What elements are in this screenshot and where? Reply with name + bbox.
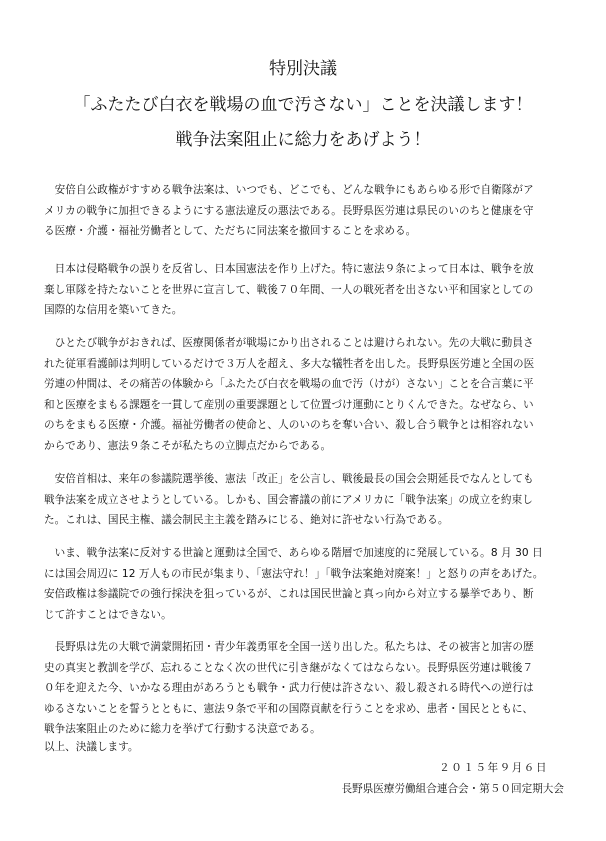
paragraph-2 bbox=[44, 259, 576, 321]
paragraph-line: メリカの戦争に加担できるようにする憲法違反の悪法である。長野県医労連は県民のいのちと健康を守 bbox=[44, 204, 534, 217]
paragraph-1 bbox=[44, 180, 576, 242]
paragraph-line: いま、戦争法案に反対する世論と運動は全国で、あらゆる階層で加速度的に発展している。8 月 30 日 bbox=[44, 547, 543, 559]
paragraph-6 bbox=[44, 637, 576, 740]
paragraph-line: る医療・介護・福祉労働者として、ただちに同法案を撤回することを求める。 bbox=[44, 225, 417, 237]
paragraph-5 bbox=[44, 543, 576, 625]
paragraph-line: 国際的な信用を築いてきた。 bbox=[44, 304, 183, 316]
paragraph-line: 長野県は先の大戦で満蒙開拓団・青少年義勇軍を全国一送り出した。私たちは、その被害と加害の歴 bbox=[44, 641, 534, 653]
organization-signature: 長野県医療労働組合連合会・第５０回定期大会 bbox=[341, 783, 564, 795]
paragraph-line: 戦争法案阻止のために総力を挙げて行動する決意である。 bbox=[44, 723, 321, 735]
paragraph-line: ０年を迎えた今、いかなる理由があろうとも戦争・武力行使は許さない、殺し殺される時代への逆行は bbox=[44, 682, 534, 694]
paragraph-line: 労連の仲間は、その痛苦の体験から「ふたたび白衣を戦場の血で汚（けが）さない」ことを合言葉に平 bbox=[44, 378, 534, 390]
paragraph-line: た。これは、国民主権、議会制民主主義を踏みにじる、絶対に許せない行為である。 bbox=[44, 514, 449, 526]
paragraph-line: 史の真実と教訓を学び、忘れることなく次の世代に引き継がなくてはならない。長野県医労連は戦後７ bbox=[44, 661, 534, 674]
closing-statement: 以上、決議します。 bbox=[44, 741, 139, 753]
paragraph-line: ゆるさないことを誓うとともに、憲法９条で平和の国際貢献を行うことを求め、患者・国民とともに、 bbox=[44, 702, 534, 715]
paragraph-3 bbox=[44, 333, 576, 456]
paragraph-line: 日本は侵略戦争の誤りを反省し、日本国憲法を作り上げた。特に憲法９条によって日本は、戦争を放 bbox=[44, 263, 534, 275]
document-subheading: 戦争法案阻止に総力をあげよう！ bbox=[175, 130, 431, 150]
document-date: ２０１５年９月６日 bbox=[439, 762, 548, 774]
paragraph-line: 戦争法案を成立させようとしている。しかも、国会審議の前にアメリカに「戦争法案」の成立を約束し bbox=[44, 493, 533, 506]
paragraph-line: 和と医療をまもる課題を一貫して産別の重要課題として位置づけ運動にとりくんできた。なぜなら、い bbox=[44, 398, 534, 411]
paragraph-line: 安倍首相は、来年の参議院選挙後、憲法「改正」を公言し、戦後最長の国会会期延長でなんとしても bbox=[44, 473, 534, 485]
paragraph-line: のちをまもる医療・介護。福祉労働者の使命と、人のいのちを奪い合い、殺し合う戦争とは相容れない bbox=[44, 419, 534, 431]
paragraph-line: じて許すことはできない。 bbox=[44, 608, 172, 621]
paragraph-line: 安倍自公政権がすすめる戦争法案は、いつでも、どこでも、どんな戦争にもあらゆる形で自衛隊がア bbox=[44, 184, 534, 196]
paragraph-line: からであり、憲法９条こそが私たちの立脚点だからである。 bbox=[44, 439, 332, 452]
paragraph-line: 棄し軍隊を持たないことを世界に宣言して、戦後７０年間、一人の戦死者を出さない平和国家としての bbox=[44, 283, 534, 296]
document-heading: 「ふたたび白衣を戦場の血で汚さない」ことを決議します！ bbox=[73, 95, 533, 115]
paragraph-line: ひとたび戦争がおきれば、医療関係者が戦場にかり出されることは避けられない。先の大戦に動員さ bbox=[44, 337, 534, 349]
paragraph-line: 安倍政権は参議院での強行採決を狙っているが、これは国民世論と真っ向から対立する暴挙であり、断 bbox=[44, 588, 534, 600]
paragraph-4 bbox=[44, 469, 576, 531]
paragraph-line: には国会周辺に 12 万人もの市民が集まり、「憲法守れ！」「戦争法案絶対廃案！」と怒りの声をあげた。 bbox=[44, 567, 544, 580]
paragraph-line: れた従軍看護師は判明しているだけで３万人を超え、多大な犠牲者を出した。長野県医労連と全国の医 bbox=[44, 357, 535, 370]
document-title: 特別決議 bbox=[269, 59, 337, 79]
